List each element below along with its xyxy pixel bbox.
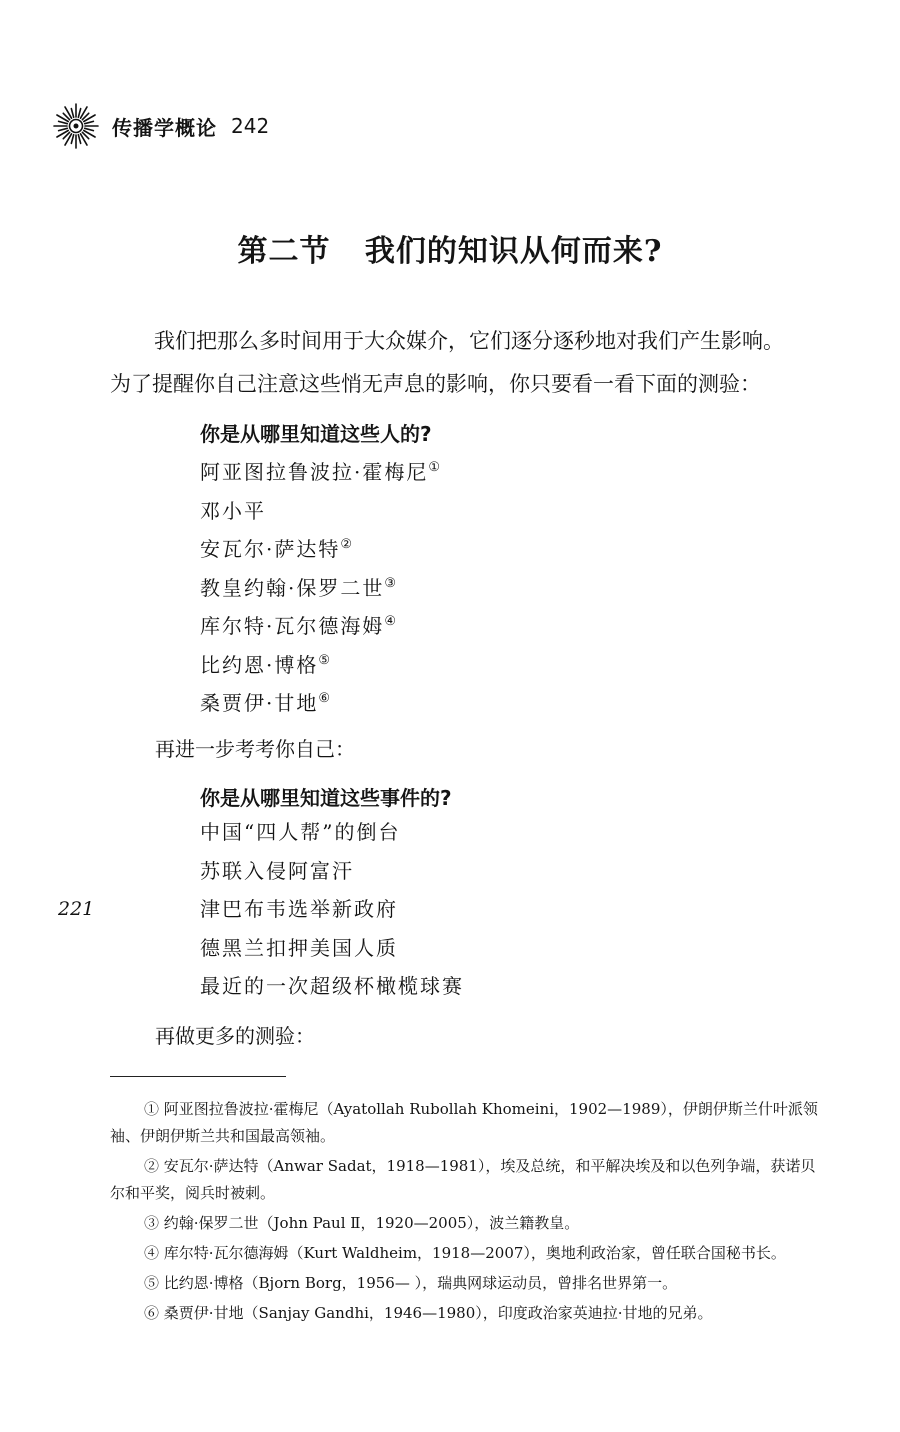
person-name: 邓小平 bbox=[200, 498, 266, 523]
list-item bbox=[200, 603, 440, 642]
intro-line: 为了提醒你自己注意这些悄无声息的影响，你只要看一看下面的测验： bbox=[110, 372, 761, 396]
list-item bbox=[200, 890, 464, 929]
event-text: 中国“四人帮”的倒台 bbox=[200, 820, 401, 844]
footnote-marker: ① bbox=[428, 460, 441, 475]
quiz-events-list bbox=[200, 813, 464, 1006]
list-item bbox=[200, 642, 440, 681]
list-item bbox=[200, 929, 464, 968]
person-name: 比约恩·博格 bbox=[200, 652, 319, 677]
ornament-ray bbox=[71, 135, 73, 144]
ornament-ray bbox=[71, 109, 73, 118]
margin-page-number: 221 bbox=[58, 898, 95, 920]
ornament-ray bbox=[59, 121, 68, 123]
quiz-people-list bbox=[200, 449, 440, 719]
ornament-ray bbox=[85, 121, 94, 123]
list-item bbox=[200, 967, 464, 1006]
footnote: ⑥ 桑贾伊·甘地（Sanjay Gandhi，1946—1980），印度政治家英迪拉·甘地的兄弟。 bbox=[144, 1304, 713, 1322]
footnote-divider bbox=[110, 1076, 286, 1077]
person-name: 安瓦尔·萨达特 bbox=[200, 537, 341, 561]
list-item bbox=[200, 565, 440, 604]
footnote-marker: ⑥ bbox=[318, 691, 331, 706]
footnote: ⑤ 比约恩·博格（Bjorn Borg，1956— ），瑞典网球运动员，曾排名世界第一。 bbox=[144, 1274, 678, 1292]
ornament-ray bbox=[78, 135, 80, 144]
ornament-ray bbox=[78, 109, 80, 118]
book-title: 传播学概论 bbox=[112, 115, 217, 140]
person-name: 阿亚图拉鲁波拉·霍梅尼 bbox=[200, 460, 429, 484]
person-name: 库尔特·瓦尔德海姆 bbox=[200, 614, 385, 638]
list-item bbox=[200, 680, 440, 719]
page-number: 242 bbox=[231, 114, 270, 138]
event-text: 津巴布韦选举新政府 bbox=[200, 897, 398, 921]
sunburst-ornament-icon bbox=[52, 102, 100, 150]
event-text: 德黑兰扣押美国人质 bbox=[200, 935, 398, 960]
intro-paragraph bbox=[110, 320, 840, 406]
ornament-ray bbox=[85, 128, 94, 130]
intro-line: 我们把那么多时间用于大众媒介，它们逐分逐秒地对我们产生影响。 bbox=[154, 329, 784, 353]
list-item bbox=[200, 449, 440, 488]
footnote: ② 安瓦尔·萨达特（Anwar Sadat，1918—1981），埃及总统，和平解决埃及和以色列争端，获诺贝尔和平奖，阅兵时被刺。 bbox=[110, 1157, 816, 1202]
running-header bbox=[52, 100, 269, 152]
list-item bbox=[200, 526, 440, 565]
event-text: 苏联入侵阿富汗 bbox=[200, 858, 354, 883]
footnote-marker: ② bbox=[340, 537, 353, 552]
person-name: 桑贾伊·甘地 bbox=[200, 691, 319, 715]
list-item bbox=[200, 813, 464, 852]
ornament-ray bbox=[59, 128, 68, 130]
footnote: ① 阿亚图拉鲁波拉·霍梅尼（Ayatollah Rubollah Khomeini，1902—1989），伊朗伊斯兰什叶派领袖、伊朗伊斯兰共和国最高领袖。 bbox=[110, 1100, 818, 1145]
quiz-events-heading: 你是从哪里知道这些事件的? bbox=[200, 786, 452, 810]
footnote-marker: ⑤ bbox=[318, 652, 331, 668]
transition-text: 再进一步考考你自己： bbox=[155, 737, 355, 761]
footnote-marker: ④ bbox=[384, 614, 397, 629]
list-item bbox=[200, 852, 464, 891]
quiz-people-heading: 你是从哪里知道这些人的? bbox=[200, 422, 432, 446]
event-text: 最近的一次超级杯橄榄球赛 bbox=[200, 974, 464, 998]
section-title: 第二节 我们的知识从何而来? bbox=[237, 234, 663, 269]
footnotes bbox=[110, 1096, 830, 1330]
footnote: ③ 约翰·保罗二世（John Paul Ⅱ，1920—2005），波兰籍教皇。 bbox=[144, 1214, 580, 1232]
footnote: ④ 库尔特·瓦尔德海姆（Kurt Waldheim，1918—2007），奥地利政治家，曾任联合国秘书长。 bbox=[144, 1244, 786, 1262]
transition-text: 再做更多的测验： bbox=[155, 1024, 315, 1048]
person-name: 教皇约翰·保罗二世 bbox=[200, 575, 385, 600]
footnote-marker: ③ bbox=[384, 575, 397, 591]
list-item bbox=[200, 488, 440, 527]
